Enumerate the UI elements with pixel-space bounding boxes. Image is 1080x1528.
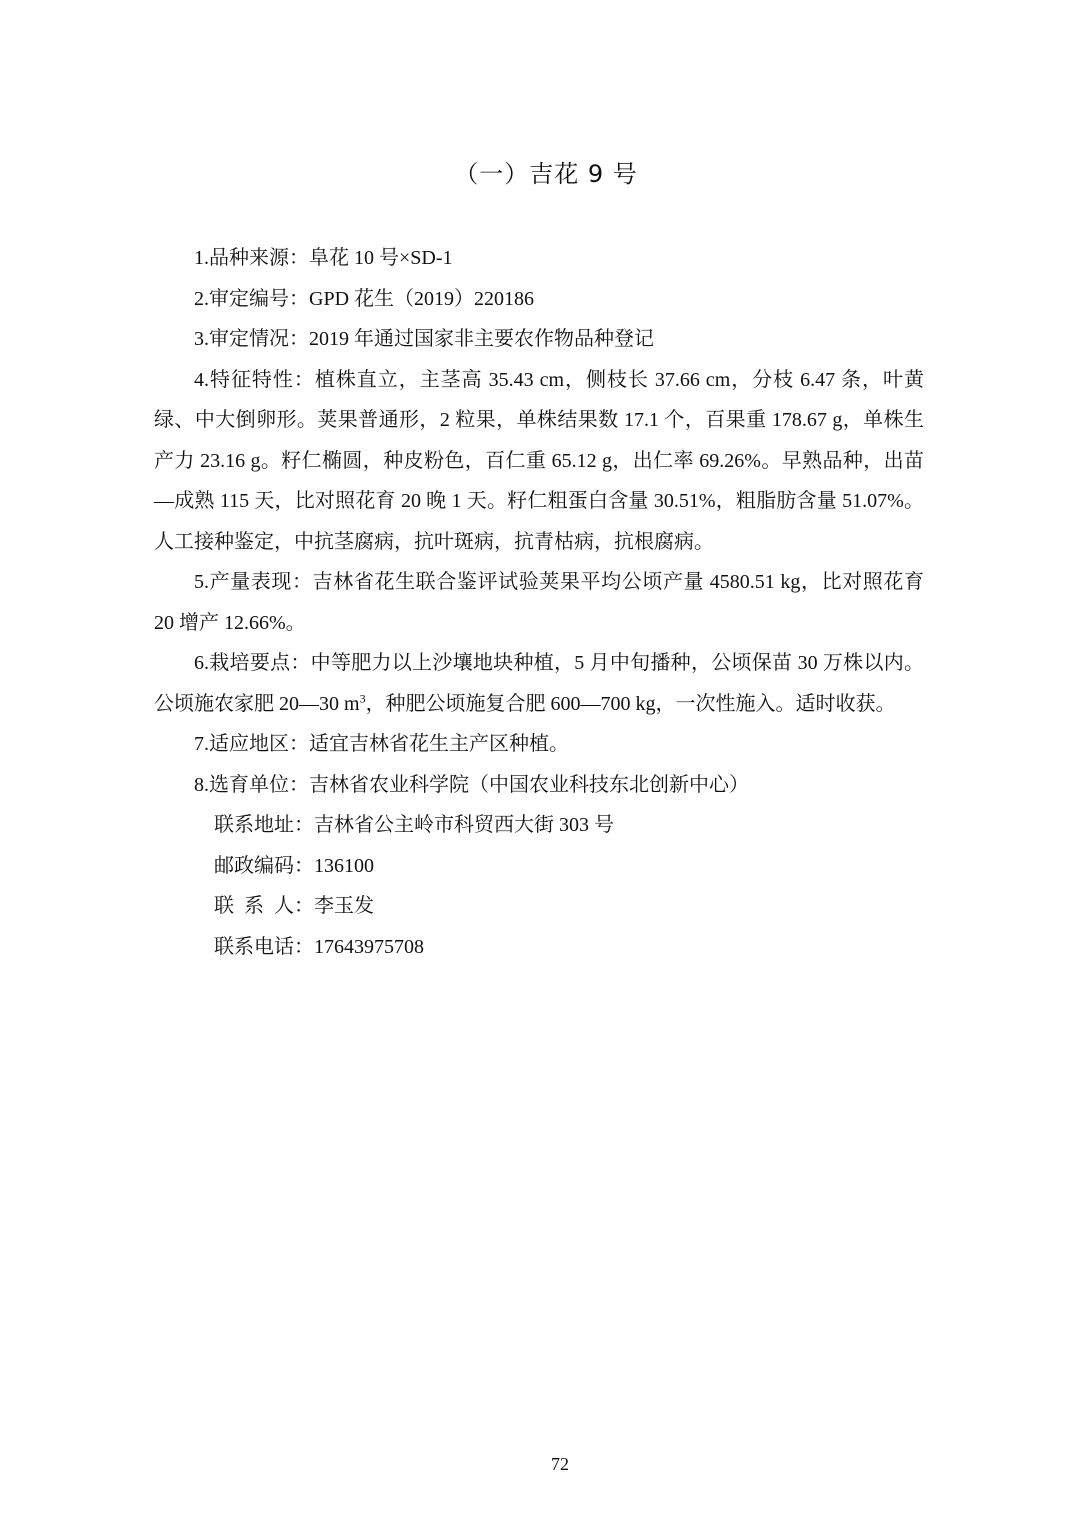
- item-adaptation-region: [154, 724, 924, 765]
- variety-description: [154, 238, 924, 967]
- contact-phone: [154, 927, 924, 968]
- item-label: 1.品种来源：: [194, 247, 309, 269]
- item-approval-status: [154, 319, 924, 360]
- item-text: 适宜吉林省花生主产区种植。: [309, 733, 569, 755]
- superscript: 3: [359, 690, 366, 705]
- contact-value: 吉林省公主岭市科贸西大街 303 号: [314, 814, 614, 836]
- item-label: 8.选育单位：: [194, 773, 309, 796]
- item-source: [154, 238, 924, 279]
- contact-address: [154, 805, 924, 846]
- contact-person: [154, 886, 924, 927]
- item-label: 3.审定情况：: [194, 328, 309, 350]
- item-text-part-a: 中等肥力以上沙壤地块种植，5 月中旬播种，公顷保苗 30 万株以内。公顷施农家肥 20—30 m: [154, 652, 925, 715]
- page-number: 72: [551, 1454, 569, 1474]
- item-label: 6.栽培要点：: [194, 652, 311, 674]
- item-text: 吉林省花生联合鉴评试验荚果平均公顷产量 4580.51 kg，比对照花育 20 增产 12.66%。: [154, 571, 925, 634]
- item-text: 吉林省农业科学院（中国农业科技东北创新中心）: [309, 773, 749, 796]
- item-text: GPD 花生（2019）220186: [309, 287, 535, 310]
- contact-label: 联 系 人：: [214, 895, 314, 917]
- contact-label: 邮政编码：: [214, 854, 314, 877]
- contact-value: 136100: [314, 854, 374, 877]
- item-characteristics: [154, 360, 924, 563]
- contact-value: 李玉发: [314, 895, 374, 917]
- item-text: 2019 年通过国家非主要农作物品种登记: [309, 328, 654, 350]
- contact-label: 联系地址：: [214, 814, 314, 836]
- contact-postcode: [154, 846, 924, 887]
- item-text: 植株直立，主茎高 35.43 cm，侧枝长 37.66 cm，分枝 6.47 条，叶黄绿、中大倒卵形。荚果普通形，2 粒果，单株结果数 17.1 个，百果重 178.67 g，单株生产力 23.16 g。籽仁椭圆，种皮粉色，百仁重 65.12 g，出仁率 69.26%。早熟品种，出苗—成熟 115 天，比对照花育 20 晚 1 天。籽仁粗蛋白含量 30.51%，粗脂肪含量 51.07%。人工接种鉴定，中抗茎腐病，抗叶斑病，抗青枯病，抗根腐病。: [154, 368, 924, 553]
- item-label: 5.产量表现：: [194, 571, 313, 593]
- item-text-part-b: ，种肥公顷施复合肥 600—700 kg，一次性施入。适时收获。: [365, 692, 896, 715]
- item-breeding-unit: [154, 765, 924, 806]
- item-approval-number: [154, 279, 924, 320]
- page-title: （一）吉花 9 号: [454, 160, 638, 188]
- item-label: 2.审定编号：: [194, 287, 309, 310]
- item-label: 7.适应地区：: [194, 733, 309, 755]
- contact-label: 联系电话：: [214, 935, 314, 958]
- item-yield: [154, 562, 924, 643]
- item-label: 4.特征特性：: [194, 368, 315, 391]
- item-text: 阜花 10 号×SD-1: [309, 247, 453, 269]
- contact-value: 17643975708: [314, 935, 424, 958]
- item-cultivation: [154, 643, 924, 724]
